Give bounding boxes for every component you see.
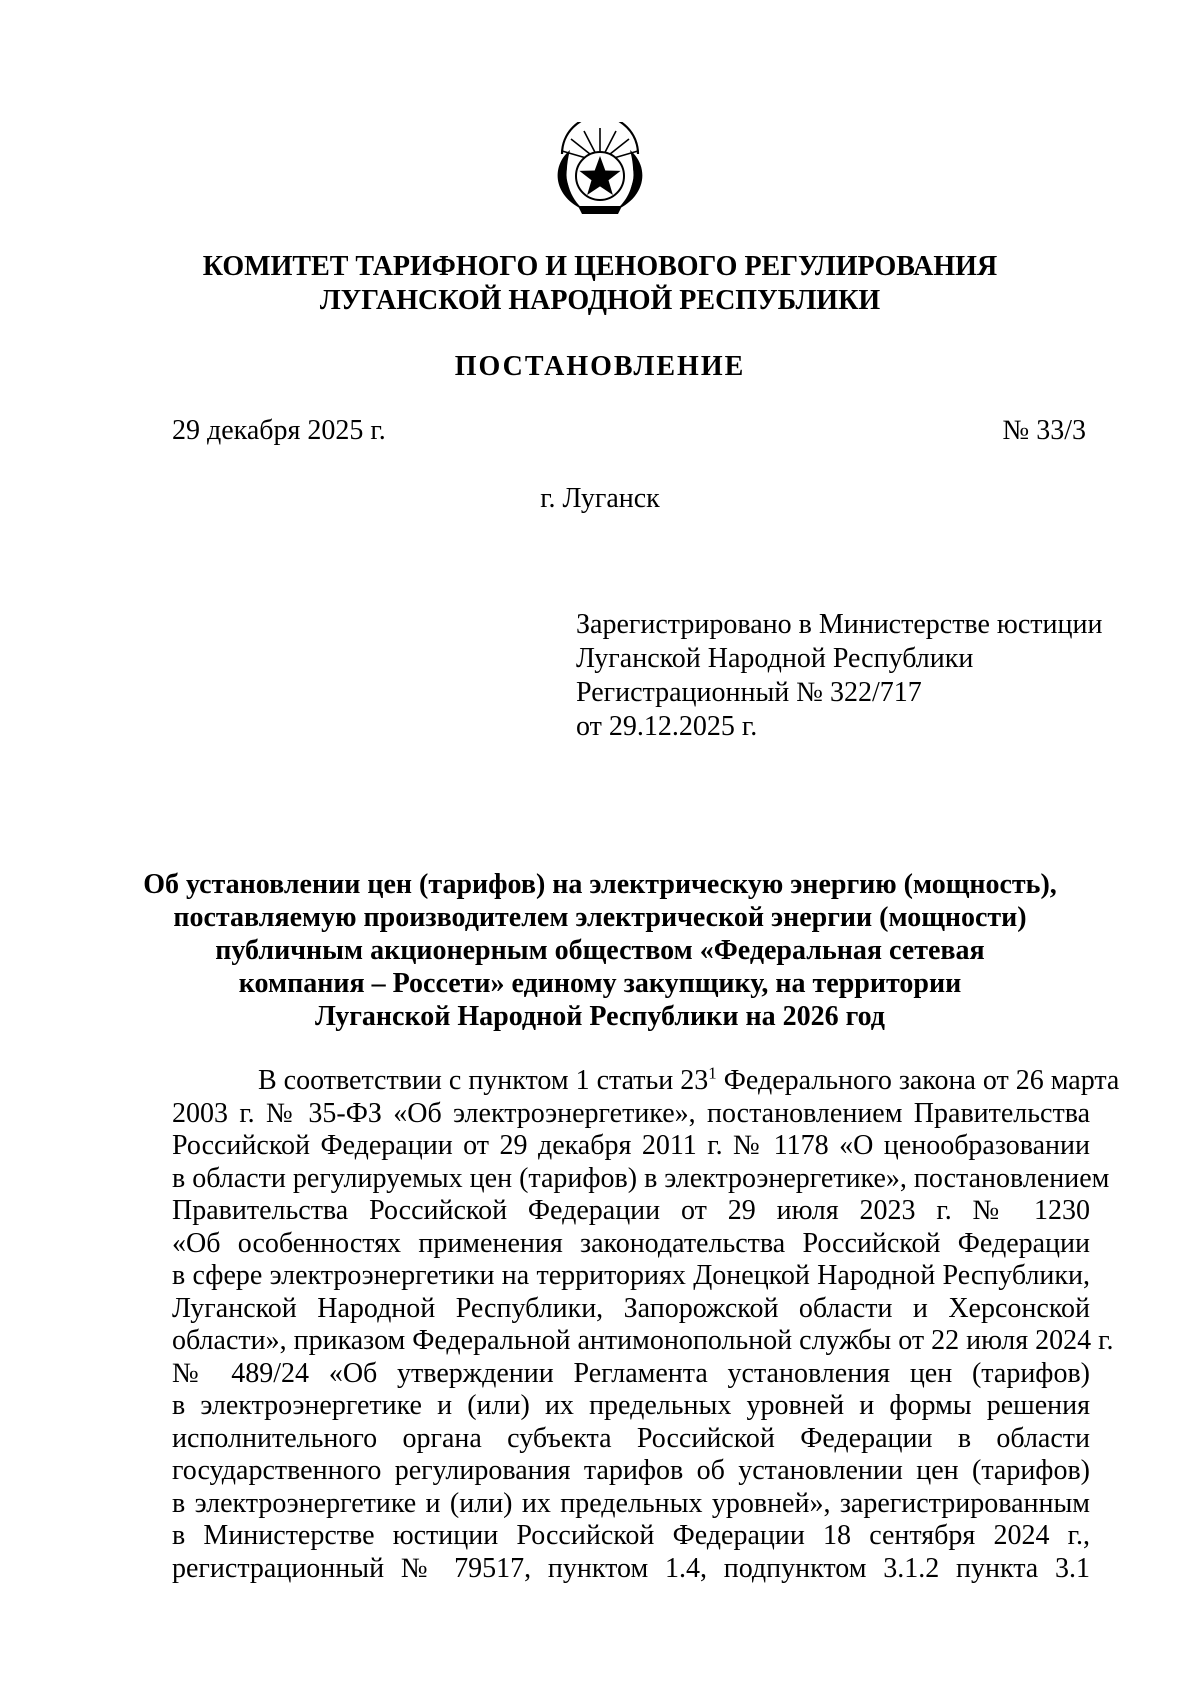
body-line: в электроэнергетике и (или) их предельных уровней», зарегистрированным: [172, 1487, 1090, 1519]
body-line: № 489/24 «Об утверждении Регламента установления цен (тарифов): [172, 1357, 1090, 1389]
registration-line: Луганской Народной Республики: [576, 643, 974, 674]
subject-line: публичным акционерным обществом «Федеральная сетевая: [215, 935, 985, 966]
body-line: Правительства Российской Федерации от 29 июля 2023 г. № 1230: [172, 1195, 1090, 1226]
document-number: № 33/3: [1002, 415, 1086, 446]
body-line: в Министерстве юстиции Российской Федерации 18 сентября 2024 г.,: [172, 1520, 1090, 1551]
body-line: в сфере электроэнергетики на территориях Донецкой Народной Республики,: [172, 1260, 1090, 1291]
body-text-fragment: В соответствии с пунктом 1 статьи 23: [258, 1065, 709, 1096]
superscript: 1: [708, 1063, 717, 1083]
committee-name-line-2: ЛУГАНСКОЙ НАРОДНОЙ РЕСПУБЛИКИ: [319, 285, 881, 316]
subject-line: Об установлении цен (тарифов) на электрическую энергию (мощность),: [143, 869, 1057, 900]
subject-line: поставляемую производителем электрической энергии (мощности): [173, 902, 1027, 933]
body-line: в области регулируемых цен (тарифов) в электроэнергетике», постановлением: [172, 1162, 1110, 1194]
body-line: регистрационный № 79517, пунктом 1.4, подпунктом 3.1.2 пункта 3.1: [172, 1552, 1090, 1584]
document-subject: [0, 868, 1200, 1033]
body-line: Луганской Народной Республики, Запорожской области и Херсонской: [172, 1292, 1090, 1324]
subject-line: Луганской Народной Республики на 2026 год: [315, 1001, 885, 1032]
committee-name-line-1: КОМИТЕТ ТАРИФНОГО И ЦЕНОВОГО РЕГУЛИРОВАНИЯ: [202, 251, 998, 282]
registration-block: [576, 608, 1102, 744]
body-paragraph: [172, 1063, 1120, 1585]
body-text-fragment: Федерального закона от 26 марта: [716, 1065, 1120, 1096]
registration-line: Регистрационный № 322/717: [576, 677, 922, 708]
body-line: Российской Федерации от 29 декабря 2011 г. № 1178 «О ценообразовании: [172, 1130, 1090, 1161]
body-line: [172, 1063, 1120, 1098]
document-city: г. Луганск: [540, 483, 660, 514]
body-line: в электроэнергетике и (или) их предельных уровней и формы решения: [172, 1390, 1090, 1421]
subject-line: компания – Россети» единому закупщику, на территории: [238, 968, 962, 999]
body-line: области», приказом Федеральной антимонопольной службы от 22 июля 2024 г.: [172, 1325, 1114, 1356]
registration-line: от 29.12.2025 г.: [576, 711, 758, 742]
document-type: ПОСТАНОВЛЕНИЕ: [454, 351, 746, 382]
emblem-icon: [540, 122, 660, 222]
document-date: 29 декабря 2025 г.: [172, 415, 386, 446]
body-line: государственного регулирования тарифов об установлении цен (тарифов): [172, 1455, 1090, 1486]
state-emblem: [540, 122, 660, 222]
body-line: 2003 г. № 35-ФЗ «Об электроэнергетике», постановлением Правительства: [172, 1097, 1090, 1129]
body-line: «Об особенностях применения законодательства Российской Федерации: [172, 1227, 1090, 1259]
registration-line: Зарегистрировано в Министерстве юстиции: [576, 609, 1103, 640]
body-line: исполнительного органа субъекта Российской Федерации в области: [172, 1422, 1090, 1454]
